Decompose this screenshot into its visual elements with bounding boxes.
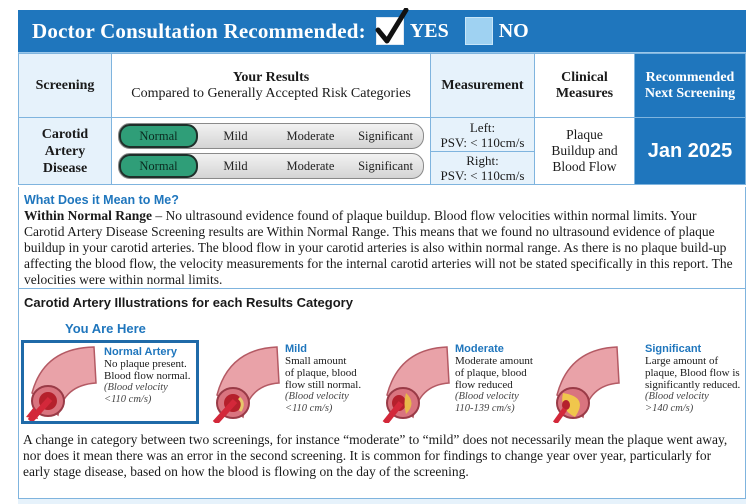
scale-significant: Significant [358, 159, 413, 173]
moderate-title: Moderate [455, 343, 504, 355]
moderate-note1: (Blood velocity [455, 391, 519, 402]
normal-artery-note2: <110 cm/s) [104, 394, 152, 405]
illustration-moderate [379, 343, 549, 427]
significant-line3: significantly reduced. [645, 379, 741, 391]
right-measurement [431, 151, 534, 184]
clinical-line1: Plaque [566, 127, 603, 142]
screening-name [19, 118, 112, 185]
significant-text [645, 343, 740, 415]
header-results-subtitle: Compared to Generally Accepted Risk Categories [131, 85, 411, 101]
left-measurement [431, 119, 534, 151]
screening-name-line2: Artery [44, 143, 86, 159]
scale-moderate: Moderate [286, 159, 335, 173]
screening-name-line1: Carotid [41, 126, 89, 142]
header-measurement: Measurement [431, 54, 535, 118]
screening-name-line3: Disease [42, 160, 88, 176]
mild-note2: <110 cm/s) [285, 403, 333, 414]
you-are-here-label: You Are Here [65, 321, 146, 336]
header-next-line1: Recommended [645, 69, 735, 85]
scale-normal-selected: Normal [119, 154, 198, 178]
significant-note2: >140 cm/s) [645, 403, 694, 414]
moderate-line2: of plaque, blood [455, 367, 527, 379]
scale-moderate: Moderate [286, 129, 335, 143]
results-scales [112, 118, 431, 185]
mild-artery-image [209, 343, 283, 423]
header-clinical [535, 54, 635, 118]
meaning-lead: Within Normal Range [24, 208, 153, 223]
mild-text [285, 343, 361, 415]
checkmark-icon [375, 8, 409, 46]
meaning-question: What Does it Mean to Me? [24, 193, 179, 207]
left-measurement-label: Left: [469, 119, 496, 135]
significant-artery-image [549, 343, 623, 423]
header-screening: Screening [19, 54, 112, 118]
header-next-line2: Next Screening [644, 85, 736, 101]
header-results-title: Your Results [232, 69, 310, 85]
mild-line1: Small amount [285, 355, 347, 367]
normal-artery-image [24, 343, 104, 421]
no-checkbox [465, 17, 493, 45]
moderate-line3: flow reduced [455, 379, 513, 391]
header-results [112, 54, 431, 118]
left-measurement-value: PSV: < 110cm/s [440, 134, 525, 150]
results-table [18, 53, 746, 185]
table-header-row [19, 54, 746, 118]
consultation-banner [18, 10, 746, 54]
illustrations-section [18, 288, 746, 498]
clinical-measures [535, 118, 635, 185]
meaning-section [18, 187, 746, 288]
mild-line2: of plaque, blood [285, 367, 357, 379]
no-label: NO [498, 19, 529, 42]
normal-artery-title: Normal Artery [104, 346, 177, 358]
scale-mild: Mild [223, 159, 248, 173]
illustration-mild [209, 343, 369, 427]
moderate-note2: 110-139 cm/s) [455, 403, 515, 414]
scale-normal-selected: Normal [119, 124, 198, 148]
next-table-edge [18, 498, 746, 504]
table-row [19, 118, 746, 185]
moderate-artery-image [379, 343, 453, 423]
yes-checkbox [376, 17, 404, 45]
measurement-cell [431, 118, 535, 185]
header-next-screening [635, 54, 746, 118]
right-measurement-value: PSV: < 110cm/s [440, 167, 525, 183]
mild-note1: (Blood velocity [285, 391, 349, 402]
right-risk-scale [118, 153, 424, 179]
normal-artery-line2: Blood flow normal. [104, 370, 191, 382]
mild-title: Mild [285, 343, 307, 355]
meaning-body: – No ultrasound evidence found of plaque buildup. Blood flow velocities within normal limits. Your Carotid Artery Disease Screening results are Within Normal Range. This means that we found no ultrasound evidence of plaque buildup in your carotid arteries. The blood flow in your carotid arteries is also within normal range. As there is no plaque build-up affecting the blood flow, the velocity measurements for the internal carotid arteries will not be stated specifically in this report. The velocities were within normal limits. [24, 208, 733, 287]
right-measurement-label: Right: [466, 152, 499, 168]
normal-artery-line1: No plaque present. [104, 358, 187, 370]
clinical-line2: Buildup and [551, 143, 618, 158]
normal-artery-text [104, 346, 190, 406]
next-screening-date: Jan 2025 [635, 118, 746, 185]
mild-line3: flow still normal. [285, 379, 362, 391]
significant-line1: Large amount of [645, 355, 719, 367]
normal-artery-note1: (Blood velocity [104, 382, 168, 393]
moderate-line1: Moderate amount [455, 355, 533, 367]
category-change-note: A change in category between two screenings, for instance “moderate” to “mild” does not necessarily mean the plaque went away, nor does it mean there was an error in the second screening. It is common for findings to change year over year, particularly for early stage disease, based on how the blood is flowing on the day of the screening. [23, 432, 728, 479]
significant-line2: plaque, Blood flow is [645, 367, 740, 379]
significant-note1: (Blood velocity [645, 391, 709, 402]
scale-mild: Mild [223, 129, 248, 143]
significant-title: Significant [645, 343, 702, 355]
illustration-significant [549, 343, 741, 427]
banner-title: Doctor Consultation Recommended: [32, 18, 366, 43]
header-clinical-line1: Clinical [561, 69, 608, 85]
left-risk-scale [118, 123, 424, 149]
scale-significant: Significant [358, 129, 413, 143]
moderate-text [455, 343, 533, 415]
illustration-normal [21, 340, 199, 424]
clinical-line3: Blood Flow [552, 159, 617, 174]
illustrations-title: Carotid Artery Illustrations for each Results Category [24, 295, 353, 310]
yes-label: YES [409, 19, 449, 42]
meaning-paragraph [24, 208, 739, 288]
header-clinical-line2: Measures [555, 85, 614, 101]
